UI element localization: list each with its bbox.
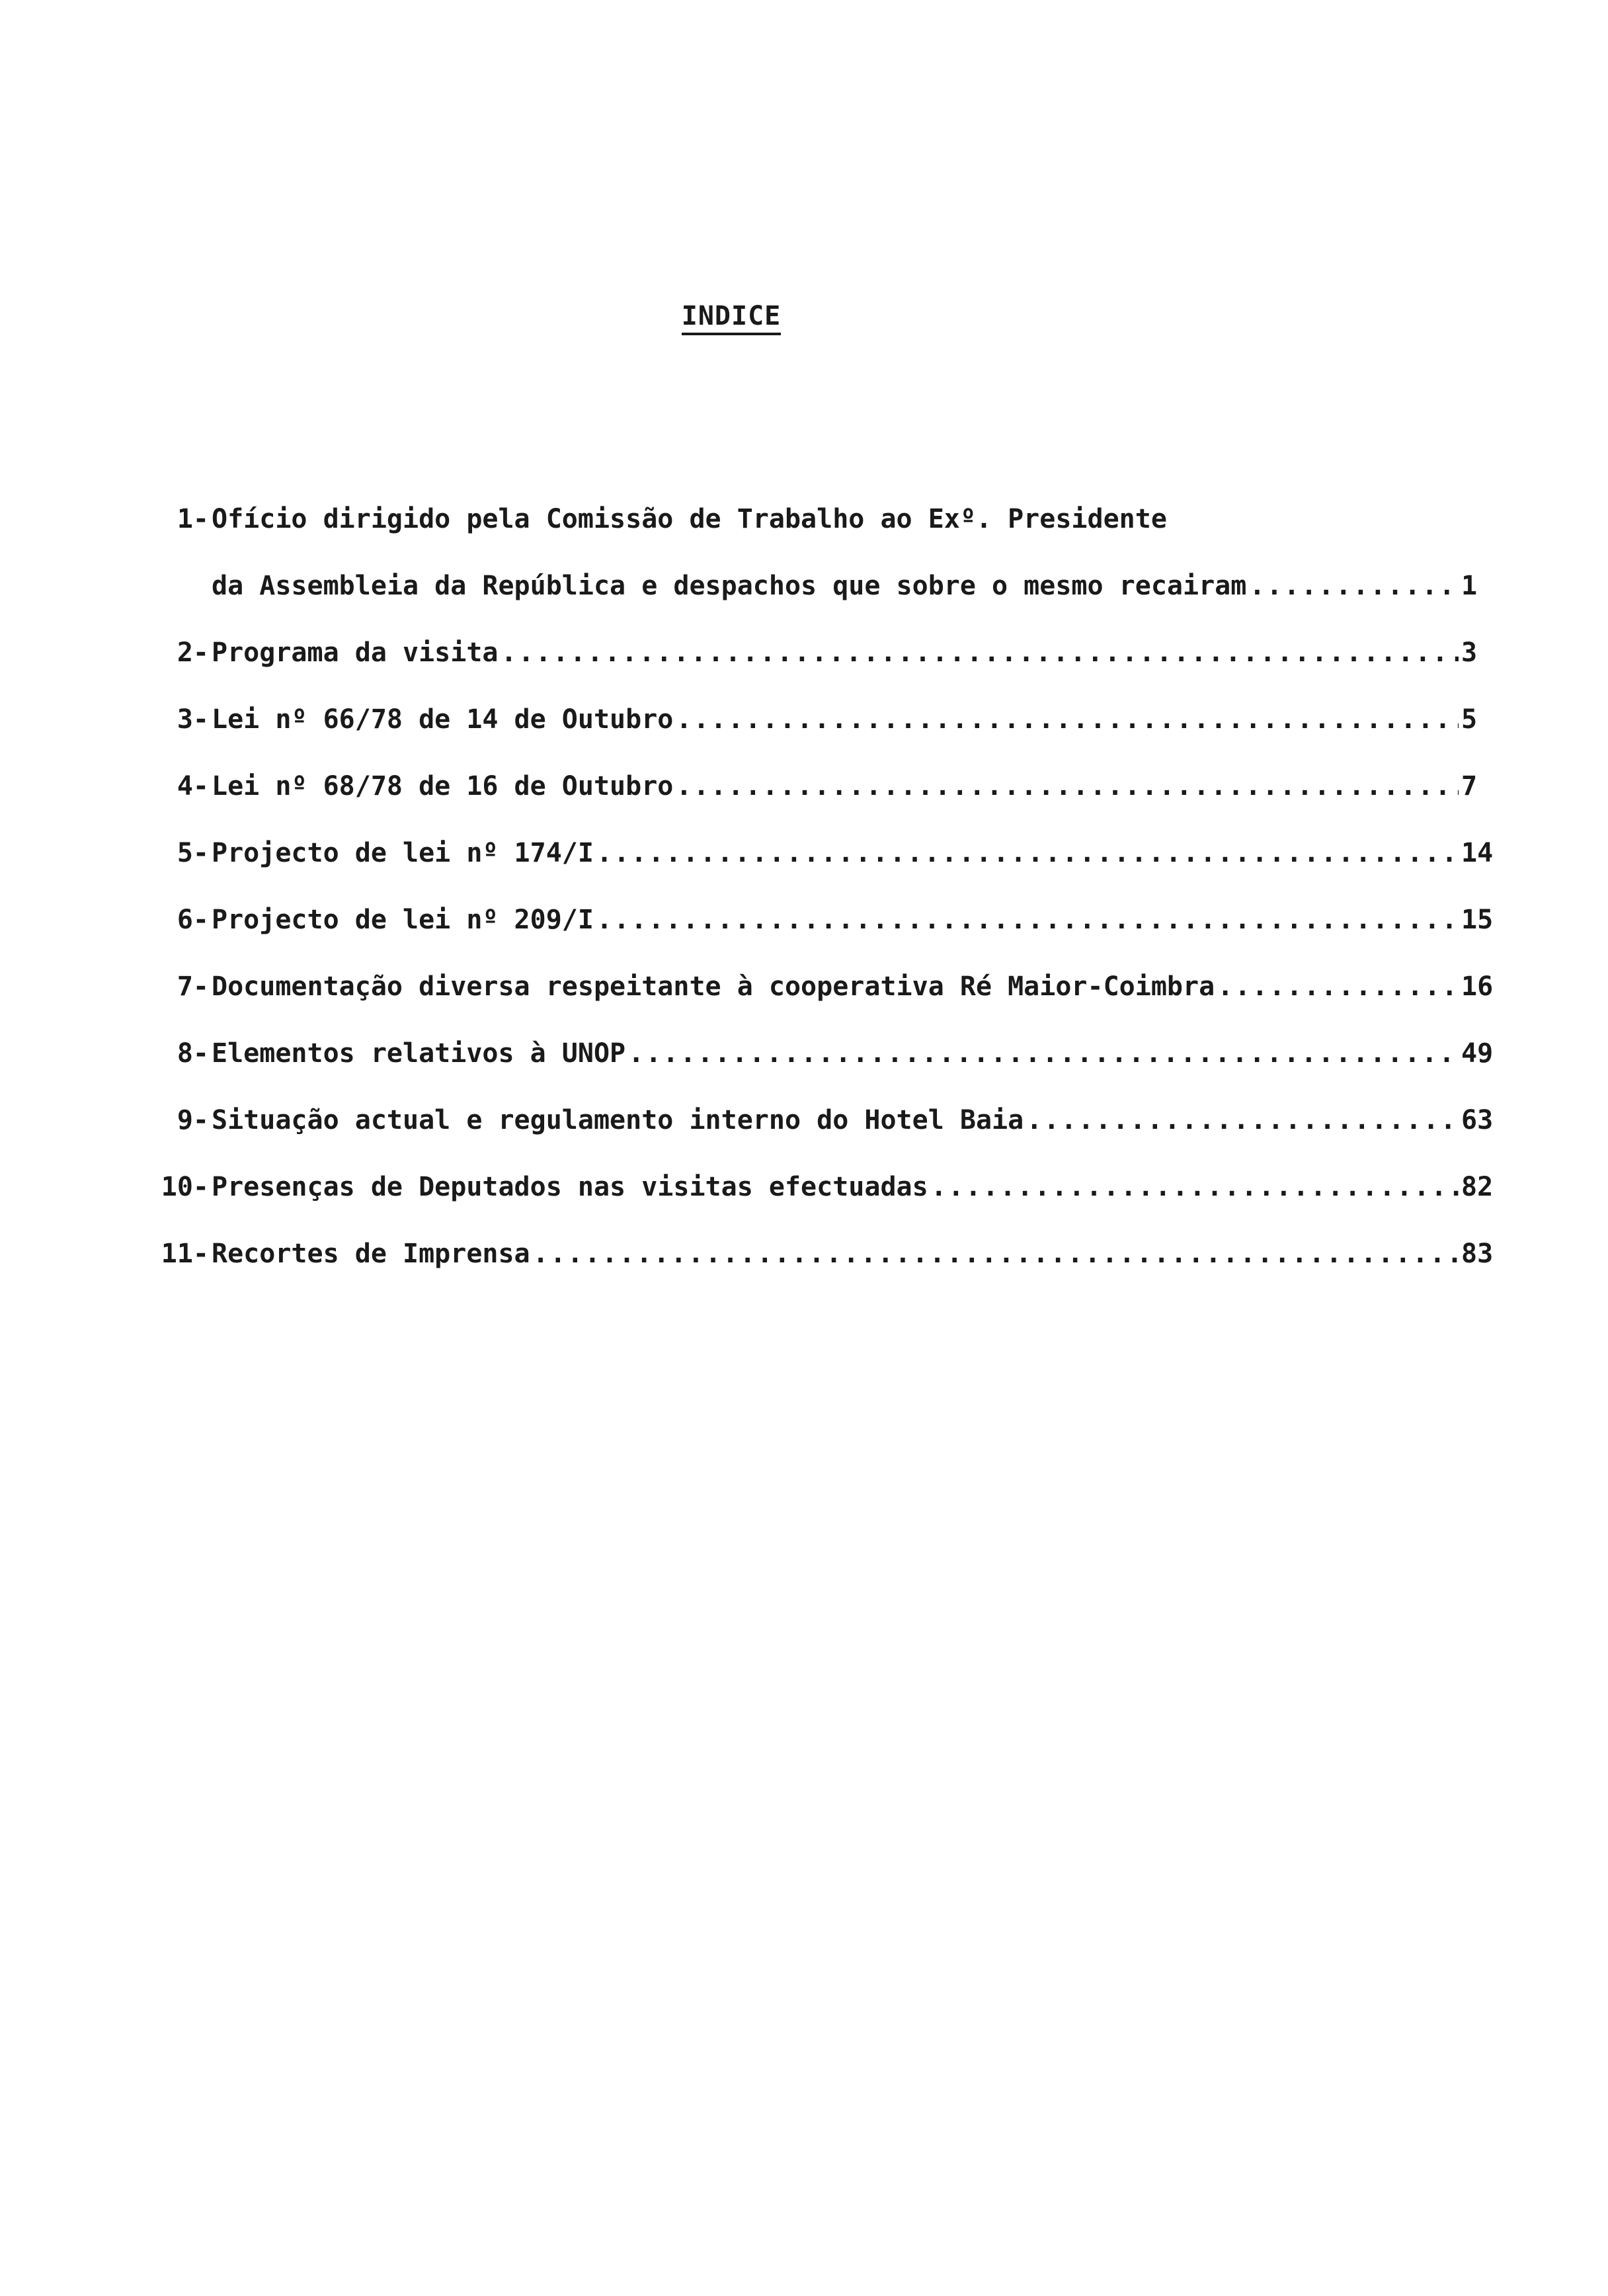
toc-entry-text: Lei nº 68/78 de 16 de Outubro — [212, 771, 674, 801]
toc-page-number: 63 — [1461, 1105, 1494, 1135]
toc-entry-text-line2: da Assembleia da República e despachos que sobre o mesmo recairam — [212, 571, 1247, 601]
dot-leader — [501, 633, 1459, 673]
toc-entry-4 — [0, 766, 1608, 833]
toc-entry-number: 9- — [177, 1105, 209, 1135]
toc-entry-number: 8- — [177, 1038, 209, 1069]
dot-leader — [628, 1034, 1459, 1073]
toc-entry-text: Elementos relativos à UNOP — [212, 1038, 626, 1069]
table-of-contents — [0, 499, 1608, 1301]
toc-entry-text: Projecto de lei nº 209/I — [212, 905, 594, 935]
toc-entry-5 — [0, 833, 1608, 900]
toc-page-number: 7 — [1461, 771, 1478, 801]
toc-entry-text: Situação actual e regulamento interno do Hotel Baia — [212, 1105, 1024, 1135]
dot-leader — [1026, 1100, 1459, 1140]
toc-entry-line — [212, 566, 1501, 606]
toc-entry-number: 2- — [177, 637, 209, 668]
toc-entry-number: 7- — [177, 971, 209, 1002]
title-text: INDICE — [682, 301, 782, 335]
dot-leader — [1217, 967, 1459, 1006]
toc-entry-text: Programa da visita — [212, 637, 499, 668]
toc-page-number: 15 — [1461, 905, 1494, 935]
toc-entry-line — [212, 1034, 1501, 1073]
toc-entry-10 — [0, 1167, 1608, 1234]
toc-entry-11 — [0, 1234, 1608, 1301]
toc-entry-3 — [0, 700, 1608, 766]
toc-entry-line — [212, 1100, 1501, 1140]
toc-entry-number: 10- — [161, 1172, 209, 1202]
toc-page-number: 16 — [1461, 971, 1494, 1002]
toc-entry-7 — [0, 967, 1608, 1034]
toc-entry-number: 11- — [161, 1239, 209, 1269]
dot-leader — [931, 1167, 1459, 1207]
toc-entry-line — [212, 1234, 1501, 1274]
toc-entry-number: 4- — [177, 771, 209, 801]
toc-page-number: 5 — [1461, 704, 1478, 735]
toc-entry-line — [212, 1167, 1501, 1207]
toc-entry-text: Recortes de Imprensa — [212, 1239, 530, 1269]
dot-leader — [533, 1234, 1459, 1274]
toc-entry-line — [212, 833, 1501, 873]
toc-entry-6 — [0, 900, 1608, 967]
toc-entry-number: 6- — [177, 905, 209, 935]
toc-entry-1-continuation — [0, 566, 1608, 633]
dot-leader — [596, 900, 1459, 940]
dot-leader — [676, 766, 1459, 806]
toc-page-number: 3 — [1461, 637, 1478, 668]
toc-entry-line — [212, 766, 1501, 806]
page-title — [0, 301, 1463, 331]
toc-entry-text-line1: Ofício dirigido pela Comissão de Trabalho ao Exº. Presidente — [212, 504, 1167, 534]
toc-entry-number: 1- — [177, 504, 209, 534]
dot-leader — [1249, 566, 1459, 606]
toc-entry-text: Documentação diversa respeitante à cooperativa Ré Maior-Coimbra — [212, 971, 1215, 1002]
toc-entry-9 — [0, 1100, 1608, 1167]
toc-entry-8 — [0, 1034, 1608, 1100]
toc-entry-number: 5- — [177, 838, 209, 868]
toc-page-number: 1 — [1461, 571, 1478, 601]
toc-page-number: 14 — [1461, 838, 1494, 868]
toc-page-number: 83 — [1461, 1239, 1494, 1269]
toc-entry-text: Projecto de lei nº 174/I — [212, 838, 594, 868]
toc-entry-number: 3- — [177, 704, 209, 735]
toc-entry-1 — [0, 499, 1608, 566]
dot-leader — [676, 700, 1459, 739]
toc-entry-2 — [0, 633, 1608, 700]
toc-entry-line — [212, 900, 1501, 940]
toc-page-number: 49 — [1461, 1038, 1494, 1069]
toc-entry-line — [212, 700, 1501, 739]
dot-leader — [596, 833, 1459, 873]
toc-entry-text: Presenças de Deputados nas visitas efectuadas — [212, 1172, 928, 1202]
toc-entry-text: Lei nº 66/78 de 14 de Outubro — [212, 704, 674, 735]
toc-entry-line — [212, 633, 1501, 673]
toc-entry-line — [212, 967, 1501, 1006]
toc-page-number: 82 — [1461, 1172, 1494, 1202]
